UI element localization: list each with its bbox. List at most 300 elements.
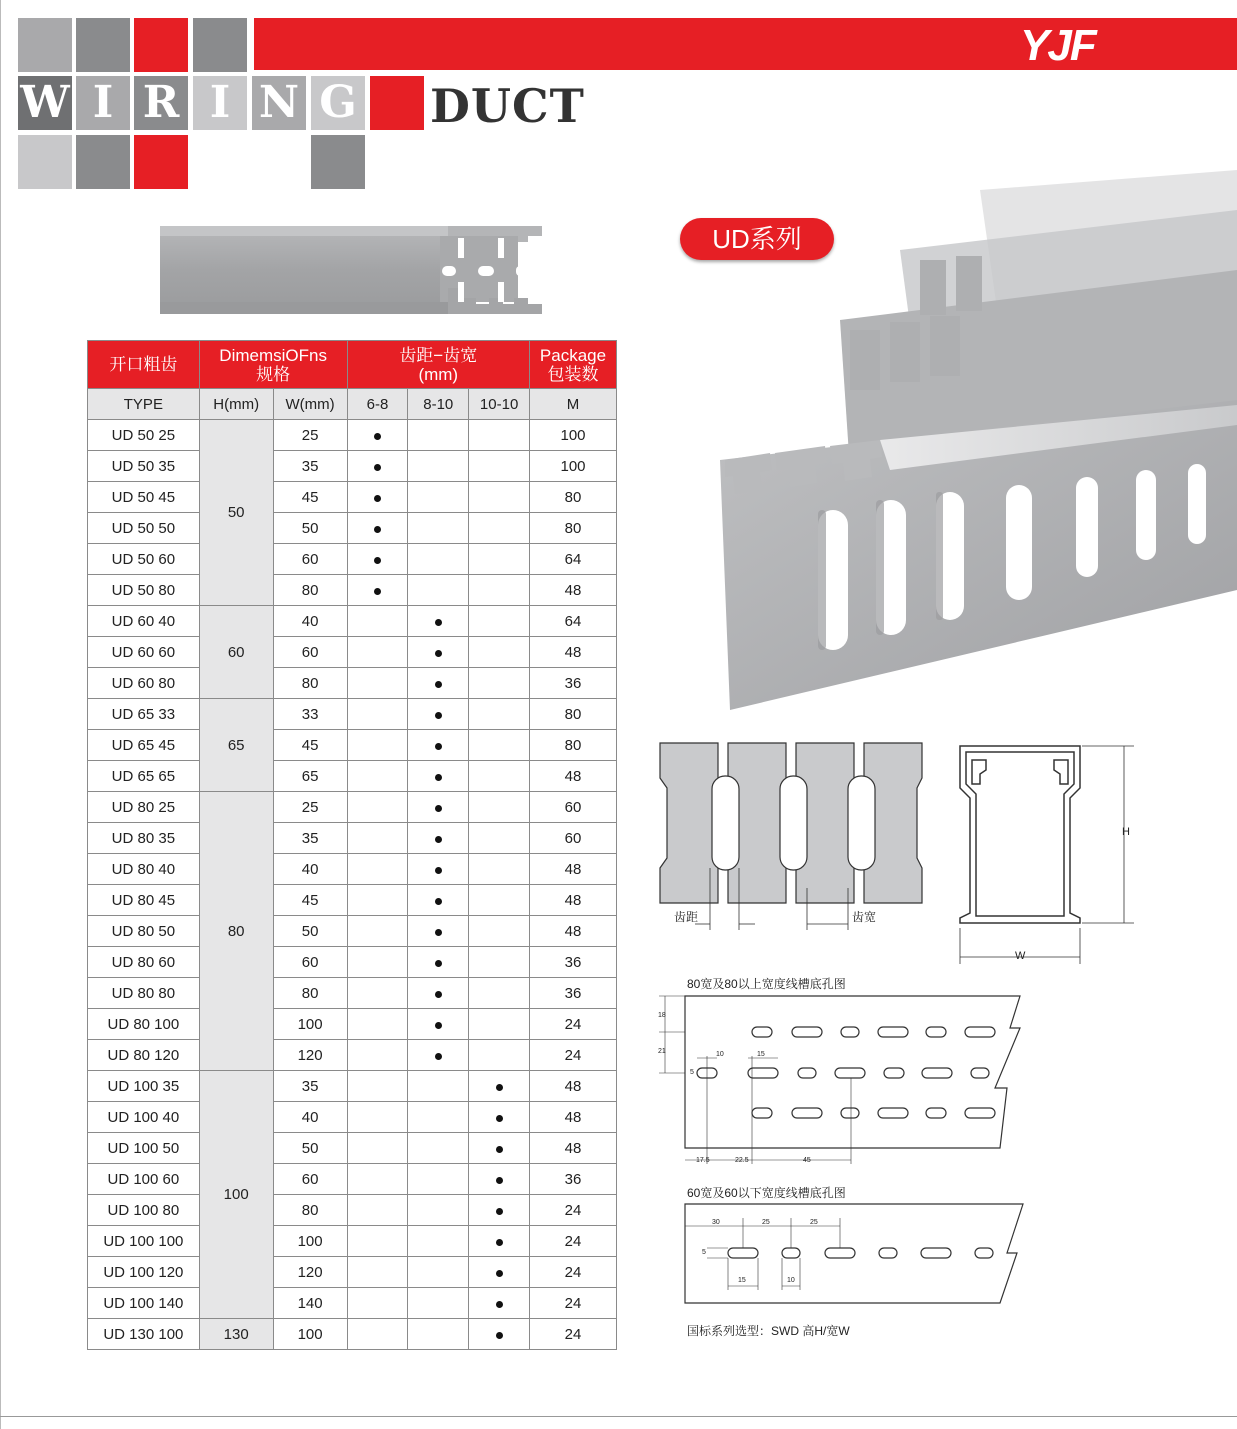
title-letter: N: [258, 77, 300, 128]
table-cell: [408, 761, 469, 792]
table-cell: UD 80 35: [88, 823, 200, 854]
table-cell: [469, 1319, 530, 1350]
table-cell: [347, 761, 408, 792]
table-cell: UD 60 60: [88, 637, 200, 668]
pitch-mark-dot: [374, 526, 381, 533]
table-cell: [347, 854, 408, 885]
table-cell: [347, 699, 408, 730]
table-cell: [347, 1226, 408, 1257]
table-cell: UD 100 120: [88, 1257, 200, 1288]
table-cell: 140: [273, 1288, 347, 1319]
table-cell: 24: [530, 1288, 617, 1319]
table-row: [88, 1164, 617, 1195]
table-cell: [469, 451, 530, 482]
dimension-label: 25: [810, 1219, 818, 1226]
table-cell: [408, 1133, 469, 1164]
table-cell: 80: [273, 668, 347, 699]
table-cell: 48: [530, 575, 617, 606]
table-cell: [408, 947, 469, 978]
title-letter: W: [20, 77, 70, 128]
table-cell: 24: [530, 1009, 617, 1040]
table-cell: 60: [530, 792, 617, 823]
table-cell: 48: [530, 1071, 617, 1102]
table-cell: [408, 730, 469, 761]
duct-product-photo: [700, 170, 1237, 715]
mosaic-square: [193, 18, 247, 72]
pitch-mark-dot: [435, 1022, 442, 1029]
table-cell: [347, 668, 408, 699]
table-cell: 25: [273, 420, 347, 451]
table-cell: 50: [199, 420, 273, 606]
table-cell: UD 100 100: [88, 1226, 200, 1257]
table-cell: 35: [273, 823, 347, 854]
pitch-mark-dot: [435, 991, 442, 998]
page-bottom-border: [0, 1416, 1237, 1417]
height-dimension-label: H: [1122, 826, 1130, 838]
brand-logo: YJF: [1020, 21, 1095, 70]
table-cell: 25: [273, 792, 347, 823]
table-cell: [408, 916, 469, 947]
table-row: [88, 1102, 617, 1133]
table-cell: [347, 513, 408, 544]
dimension-label: 25: [762, 1219, 770, 1226]
pitch-mark-dot: [435, 898, 442, 905]
table-cell: UD 50 25: [88, 420, 200, 451]
table-body: [88, 420, 617, 1350]
table-cell: 35: [273, 451, 347, 482]
table-row: [88, 637, 617, 668]
table-cell: 24: [530, 1257, 617, 1288]
pitch-mark-dot: [496, 1177, 503, 1184]
table-cell: [469, 1257, 530, 1288]
table-cell: UD 80 50: [88, 916, 200, 947]
table-cell: 80: [273, 575, 347, 606]
table-cell: UD 50 45: [88, 482, 200, 513]
holes-60-diagram: [655, 1198, 1025, 1318]
dimension-label: 18: [658, 1012, 666, 1019]
table-row: [88, 1071, 617, 1102]
pitch-mark-dot: [435, 650, 442, 657]
pitch-mark-dot: [435, 712, 442, 719]
table-row: [88, 792, 617, 823]
series-badge: UD系列: [680, 218, 834, 260]
table-cell: UD 65 33: [88, 699, 200, 730]
header-cell-text: Package: [539, 345, 607, 365]
table-cell: [469, 1133, 530, 1164]
table-cell: 60: [199, 606, 273, 699]
table-cell: UD 80 25: [88, 792, 200, 823]
table-cell: [469, 1009, 530, 1040]
pitch-mark-dot: [374, 433, 381, 440]
holes-80-caption: 80宽及80以上宽度线槽底孔图: [687, 977, 846, 991]
width-dimension-label: W: [1015, 950, 1026, 962]
table-cell: 48: [530, 916, 617, 947]
dimension-label: 30: [712, 1219, 720, 1226]
table-cell: [408, 513, 469, 544]
table-cell: [469, 606, 530, 637]
dimension-label: 15: [757, 1051, 765, 1058]
table-cell: [469, 1071, 530, 1102]
table-cell: 80: [273, 1195, 347, 1226]
table-row: [88, 823, 617, 854]
table-cell: [469, 420, 530, 451]
table-cell: [408, 575, 469, 606]
table-subheader-row: [88, 389, 617, 420]
table-cell: [408, 420, 469, 451]
table-cell: 60: [273, 1164, 347, 1195]
table-row: [88, 699, 617, 730]
table-row: [88, 1133, 617, 1164]
table-cell: UD 80 60: [88, 947, 200, 978]
pitch-mark-dot: [496, 1270, 503, 1277]
pitch-mark-dot: [435, 1053, 442, 1060]
table-cell: UD 100 80: [88, 1195, 200, 1226]
table-cell: [469, 761, 530, 792]
table-cell: [408, 668, 469, 699]
mosaic-square: [76, 18, 130, 72]
header-cell-text: 规格: [256, 364, 291, 384]
dimension-label: 10: [716, 1051, 724, 1058]
table-cell: 80: [530, 513, 617, 544]
table-cell: [347, 730, 408, 761]
table-row: [88, 1009, 617, 1040]
table-cell: 48: [530, 1102, 617, 1133]
pitch-mark-dot: [435, 774, 442, 781]
table-cell: UD 50 35: [88, 451, 200, 482]
pitch-mark-dot: [435, 867, 442, 874]
table-cell: UD 50 60: [88, 544, 200, 575]
pitch-mark-dot: [496, 1301, 503, 1308]
table-cell: [408, 606, 469, 637]
table-cell: [469, 730, 530, 761]
table-cell: [408, 637, 469, 668]
table-row: [88, 544, 617, 575]
table-cell: [408, 823, 469, 854]
table-cell: 100: [273, 1226, 347, 1257]
table-cell: [469, 544, 530, 575]
table-row: [88, 885, 617, 916]
table-cell: [408, 1040, 469, 1071]
table-cell: 45: [273, 885, 347, 916]
table-cell: [408, 1257, 469, 1288]
table-cell: 65: [273, 761, 347, 792]
header-cell: [347, 341, 529, 389]
pitch-mark-dot: [496, 1146, 503, 1153]
table-row: [88, 668, 617, 699]
table-cell: [408, 1226, 469, 1257]
holes-80-diagram: [655, 988, 1025, 1168]
pitch-mark-dot: [435, 681, 442, 688]
mosaic-square: [18, 135, 72, 189]
title-letter: I: [92, 77, 114, 128]
subheader-cell: 10-10: [469, 389, 530, 420]
table-cell: 40: [273, 854, 347, 885]
table-cell: 24: [530, 1226, 617, 1257]
table-cell: [347, 1288, 408, 1319]
table-cell: [347, 575, 408, 606]
table-row: [88, 947, 617, 978]
pitch-mark-dot: [435, 619, 442, 626]
mosaic-square: [311, 135, 365, 189]
table-cell: 100: [530, 420, 617, 451]
header-cell-text: DimemsiOFns: [219, 345, 327, 365]
pitch-mark-dot: [374, 557, 381, 564]
dimension-label: 22.5: [735, 1157, 749, 1164]
table-row: [88, 451, 617, 482]
table-cell: UD 50 50: [88, 513, 200, 544]
table-cell: 36: [530, 668, 617, 699]
pitch-mark-dot: [435, 805, 442, 812]
table-cell: 40: [273, 606, 347, 637]
table-cell: [469, 699, 530, 730]
table-cell: [408, 1288, 469, 1319]
table-cell: [408, 1102, 469, 1133]
header-cell-text: 包装数: [547, 364, 599, 384]
dimension-label: 15: [738, 1277, 746, 1284]
table-cell: 48: [530, 637, 617, 668]
table-cell: [408, 482, 469, 513]
table-row: [88, 1319, 617, 1350]
table-cell: UD 80 80: [88, 978, 200, 1009]
table-cell: [469, 482, 530, 513]
table-cell: [408, 699, 469, 730]
table-cell: [469, 513, 530, 544]
table-cell: [408, 854, 469, 885]
table-cell: [347, 1164, 408, 1195]
table-cell: 60: [273, 947, 347, 978]
table-cell: [347, 1102, 408, 1133]
pitch-mark-dot: [496, 1332, 503, 1339]
table-cell: [347, 978, 408, 1009]
table-cell: [469, 1040, 530, 1071]
table-cell: UD 50 80: [88, 575, 200, 606]
table-cell: [469, 854, 530, 885]
table-cell: 50: [273, 916, 347, 947]
mosaic-square: [18, 18, 72, 72]
table-cell: 65: [199, 699, 273, 792]
table-cell: UD 65 45: [88, 730, 200, 761]
table-cell: 80: [273, 978, 347, 1009]
duct-side-view-image: [158, 222, 544, 318]
subheader-cell: W(mm): [273, 389, 347, 420]
table-row: [88, 482, 617, 513]
table-cell: 45: [273, 482, 347, 513]
mosaic-square: [134, 18, 188, 72]
table-cell: 48: [530, 761, 617, 792]
table-cell: [408, 1071, 469, 1102]
subheader-cell: H(mm): [199, 389, 273, 420]
tooth-width-label: 齿宽: [852, 910, 877, 924]
table-cell: 48: [530, 854, 617, 885]
table-cell: [347, 1195, 408, 1226]
dimension-label: 5: [702, 1249, 706, 1256]
table-cell: [347, 420, 408, 451]
subheader-cell: TYPE: [88, 389, 200, 420]
table-row: [88, 1257, 617, 1288]
table-cell: [408, 1009, 469, 1040]
mosaic-square: [134, 135, 188, 189]
table-cell: [347, 482, 408, 513]
table-row: [88, 1040, 617, 1071]
table-cell: UD 100 50: [88, 1133, 200, 1164]
table-cell: UD 100 140: [88, 1288, 200, 1319]
header-cell-text: (mm): [418, 364, 459, 384]
dimension-label: 21: [658, 1048, 666, 1055]
table-cell: [347, 1009, 408, 1040]
table-cell: [347, 1133, 408, 1164]
table-cell: 50: [273, 513, 347, 544]
table-cell: [469, 575, 530, 606]
table-cell: [347, 1071, 408, 1102]
mosaic-square: [76, 135, 130, 189]
table-row: [88, 513, 617, 544]
table-cell: 64: [530, 544, 617, 575]
table-cell: 24: [530, 1040, 617, 1071]
table-cell: [408, 1319, 469, 1350]
table-cell: [408, 792, 469, 823]
mosaic-square: [370, 76, 424, 130]
title-duct: DUCT: [430, 79, 585, 133]
subheader-cell: M: [530, 389, 617, 420]
pitch-mark-dot: [496, 1115, 503, 1122]
table-cell: [347, 1319, 408, 1350]
table-cell: UD 100 35: [88, 1071, 200, 1102]
table-cell: [469, 1195, 530, 1226]
header-cell-text: 开口粗齿: [109, 355, 178, 374]
table-row: [88, 730, 617, 761]
table-cell: 40: [273, 1102, 347, 1133]
table-cell: [347, 637, 408, 668]
table-cell: [408, 885, 469, 916]
table-row: [88, 761, 617, 792]
table-row: [88, 606, 617, 637]
table-cell: UD 60 80: [88, 668, 200, 699]
table-cell: 36: [530, 1164, 617, 1195]
pitch-mark-dot: [435, 960, 442, 967]
table-row: [88, 916, 617, 947]
table-cell: 24: [530, 1195, 617, 1226]
tooth-pitch-label: 齿距: [674, 910, 699, 924]
table-cell: UD 100 40: [88, 1102, 200, 1133]
table-cell: [469, 637, 530, 668]
table-cell: UD 130 100: [88, 1319, 200, 1350]
table-cell: 50: [273, 1133, 347, 1164]
page-left-border: [0, 0, 1, 1429]
table-cell: UD 80 100: [88, 1009, 200, 1040]
table-cell: 80: [199, 792, 273, 1071]
table-cell: [469, 1288, 530, 1319]
table-row: [88, 1288, 617, 1319]
table-cell: [347, 916, 408, 947]
table-cell: 36: [530, 978, 617, 1009]
dimension-label: 5: [690, 1069, 694, 1076]
table-cell: [347, 885, 408, 916]
table-cell: 100: [199, 1071, 273, 1319]
table-cell: 80: [530, 482, 617, 513]
table-cell: 130: [199, 1319, 273, 1350]
table-cell: [347, 1040, 408, 1071]
table-cell: 120: [273, 1040, 347, 1071]
header-cell-text: 齿距−齿宽: [399, 345, 478, 365]
table-row: [88, 575, 617, 606]
dimension-label: 45: [803, 1157, 811, 1164]
table-cell: [347, 792, 408, 823]
header-cell: [88, 341, 200, 389]
table-cell: 60: [273, 544, 347, 575]
holes-60-caption: 60宽及60以下宽度线槽底孔图: [687, 1186, 846, 1200]
table-cell: [469, 978, 530, 1009]
table-cell: [347, 947, 408, 978]
table-cell: 64: [530, 606, 617, 637]
standard-series-note: 国标系列选型：SWD 高H/宽W: [687, 1324, 850, 1338]
table-row: [88, 1226, 617, 1257]
table-cell: UD 80 40: [88, 854, 200, 885]
table-cell: [469, 668, 530, 699]
table-cell: 60: [273, 637, 347, 668]
table-cell: [469, 1226, 530, 1257]
tooth-pitch-diagram: [655, 738, 945, 933]
table-cell: 33: [273, 699, 347, 730]
table-row: [88, 854, 617, 885]
table-cell: [469, 1102, 530, 1133]
pitch-mark-dot: [435, 743, 442, 750]
table-cell: [347, 544, 408, 575]
table-cell: UD 65 65: [88, 761, 200, 792]
table-row: [88, 420, 617, 451]
table-cell: 36: [530, 947, 617, 978]
table-cell: UD 60 40: [88, 606, 200, 637]
table-cell: 45: [273, 730, 347, 761]
table-cell: 48: [530, 1133, 617, 1164]
subheader-cell: 8-10: [408, 389, 469, 420]
table-cell: [408, 451, 469, 482]
title-letter: I: [209, 77, 231, 128]
table-cell: [469, 792, 530, 823]
title-letter: G: [319, 77, 357, 128]
pitch-mark-dot: [496, 1239, 503, 1246]
table-cell: 100: [273, 1009, 347, 1040]
pitch-mark-dot: [496, 1084, 503, 1091]
title-letter: R: [142, 77, 180, 128]
subheader-cell: 6-8: [347, 389, 408, 420]
table-cell: UD 80 120: [88, 1040, 200, 1071]
table-cell: 60: [530, 823, 617, 854]
pitch-mark-dot: [374, 495, 381, 502]
table-row: [88, 978, 617, 1009]
header-cell: [199, 341, 347, 389]
table-cell: 80: [530, 730, 617, 761]
table-cell: [469, 947, 530, 978]
duct-cross-section-diagram: [952, 738, 1142, 970]
table-cell: UD 80 45: [88, 885, 200, 916]
table-cell: [347, 606, 408, 637]
table-cell: 80: [530, 699, 617, 730]
pitch-mark-dot: [435, 929, 442, 936]
table-cell: 35: [273, 1071, 347, 1102]
pitch-mark-dot: [496, 1208, 503, 1215]
table-cell: [347, 451, 408, 482]
table-cell: [408, 978, 469, 1009]
dimension-label: 17.5: [696, 1157, 710, 1164]
header-cell: [530, 341, 617, 389]
pitch-mark-dot: [374, 588, 381, 595]
dimension-label: 10: [787, 1277, 795, 1284]
table-cell: [347, 823, 408, 854]
table-row: [88, 1195, 617, 1226]
table-cell: [469, 885, 530, 916]
spec-table: [87, 340, 617, 1350]
table-cell: [408, 544, 469, 575]
